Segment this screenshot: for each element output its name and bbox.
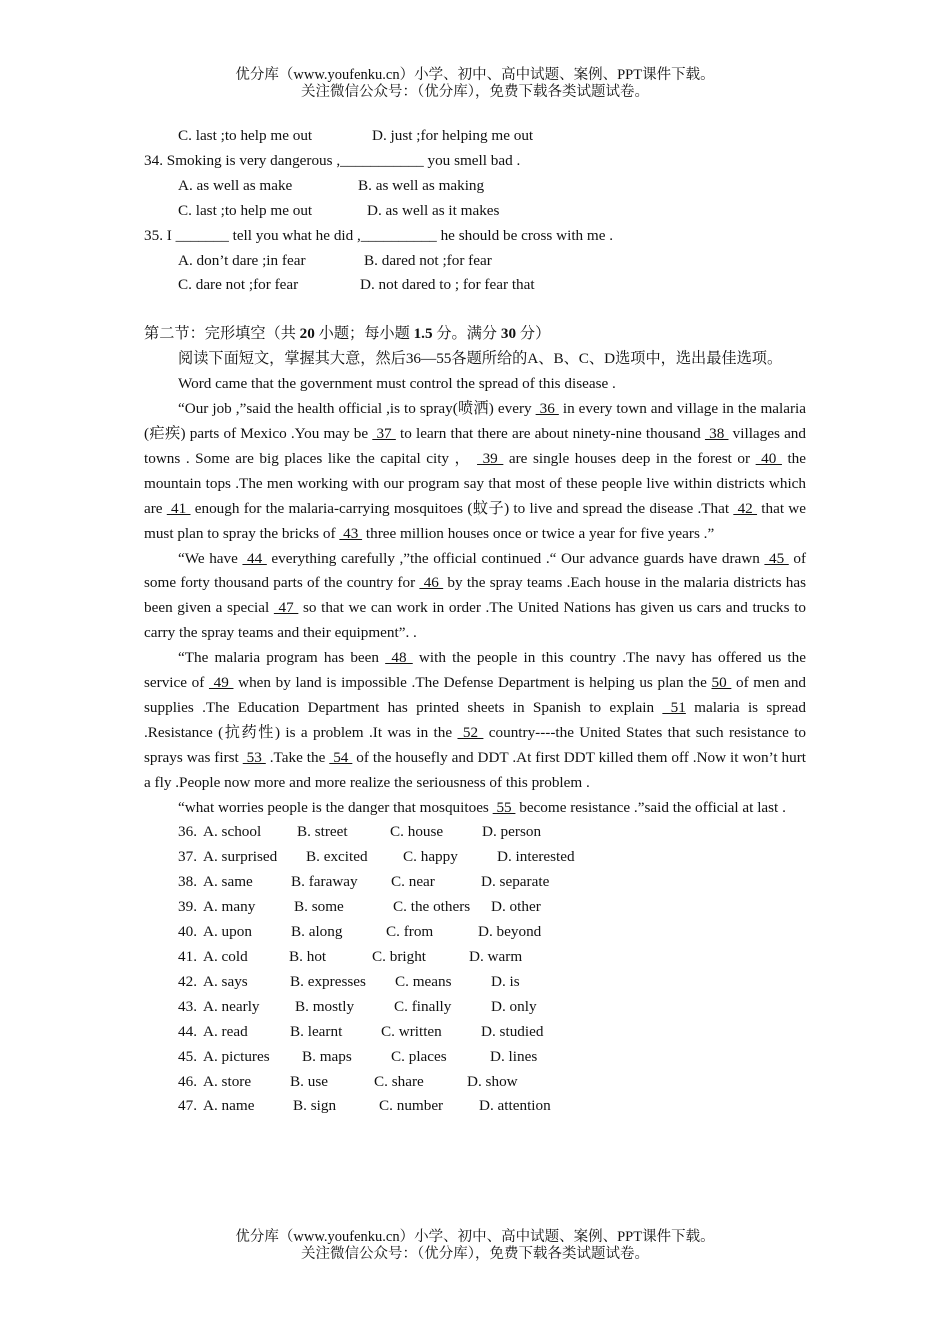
passage-text: three million houses once or twice a year for five years .” bbox=[362, 524, 715, 542]
header-line-1: 优分库（www.youfenku.cn）小学、初中、高中试题、案例、PPT课件下载。 bbox=[235, 67, 715, 83]
blank-number: 45 bbox=[764, 549, 789, 567]
choice-row bbox=[144, 845, 806, 870]
passage-text: of men and supplies .The Education Department has printed sheets in Spanish to explain bbox=[144, 674, 807, 716]
choice-option-c: C. happy bbox=[403, 848, 458, 866]
choice-list bbox=[144, 820, 806, 1119]
choice-option-b: B. maps bbox=[302, 1047, 352, 1065]
choice-option-d: D. attention bbox=[479, 1097, 551, 1115]
choice-number: 40. bbox=[178, 923, 197, 941]
choice-option-d: D. warm bbox=[469, 948, 523, 965]
passage-text: “The malaria program has been bbox=[178, 649, 386, 667]
choice-option-a: A. nearly bbox=[203, 997, 260, 1015]
choice-row bbox=[144, 1094, 806, 1119]
section-2-instruction: 阅读下面短文，掌握其大意，然后36—55各题所给的A、B、C、D选项中，选出最佳选项。 bbox=[178, 350, 783, 368]
passage-paragraph-5 bbox=[144, 796, 806, 821]
choice-option-b: B. excited bbox=[306, 848, 368, 866]
choice-option-a: A. many bbox=[203, 898, 256, 916]
choice-option-a: A. school bbox=[203, 823, 262, 841]
passage-text: when by land is impossible .The Defense Department is helping us plan the bbox=[233, 674, 712, 692]
q34-stem-b: you smell bad . bbox=[423, 151, 521, 169]
section-title-part: 分。满分 bbox=[432, 325, 501, 343]
passage-text: “We have bbox=[178, 549, 243, 567]
choice-option-a: A. upon bbox=[203, 923, 252, 941]
choice-option-b: B. hot bbox=[289, 948, 327, 965]
passage-text: so that we can work in order .The United Nations has given us cars and trucks to carry the spray teams and their equipment”. . bbox=[144, 599, 807, 642]
passage-text: by the spray teams .Each house in the malaria districts has been given a special bbox=[144, 574, 807, 617]
choice-number: 46. bbox=[178, 1072, 197, 1090]
section-title-total: 30 bbox=[500, 325, 517, 343]
section-title-points: 1.5 bbox=[413, 325, 433, 343]
passage-text: that we must plan to spray the bricks of bbox=[144, 499, 807, 542]
choice-option-a: A. surprised bbox=[203, 848, 278, 866]
choice-option-d: D. only bbox=[491, 997, 537, 1015]
passage-text: become resistance .”said the official at last . bbox=[515, 798, 786, 816]
q34-options-cd bbox=[144, 199, 806, 224]
blank-number: 40 bbox=[755, 449, 782, 467]
choice-option-d: D. show bbox=[467, 1072, 518, 1090]
q35-stem-c: he should be cross with me . bbox=[436, 226, 614, 244]
q34-blank: ___________ bbox=[340, 151, 424, 169]
blank-number: 47 bbox=[273, 599, 299, 617]
passage-text: are single houses deep in the forest or bbox=[503, 449, 756, 467]
choice-option-b: B. sign bbox=[293, 1097, 337, 1115]
choice-option-c: C. house bbox=[390, 823, 444, 841]
choice-row bbox=[144, 945, 806, 970]
choice-number: 47. bbox=[178, 1097, 197, 1115]
blank-number: 41 bbox=[166, 499, 191, 517]
blank-number: 37 bbox=[372, 424, 396, 442]
q34-option-c: C. last ;to help me out bbox=[178, 201, 313, 219]
blank-number: 44 bbox=[242, 549, 267, 567]
blank-number: 55 bbox=[492, 798, 516, 816]
q34-stem bbox=[144, 149, 806, 174]
page-footer bbox=[0, 1229, 950, 1263]
q35-options-cd bbox=[144, 273, 806, 298]
choice-option-d: D. other bbox=[491, 898, 541, 916]
blank-number: 38 bbox=[704, 424, 729, 442]
q35-option-b: B. dared not ;for fear bbox=[364, 251, 492, 269]
choice-option-a: A. says bbox=[203, 972, 248, 990]
blank-number: 46 bbox=[419, 574, 444, 592]
q34-stem-a: 34. Smoking is very dangerous , bbox=[144, 151, 341, 169]
q33-option-d: D. just ;for helping me out bbox=[372, 127, 534, 144]
choice-option-b: B. expresses bbox=[290, 972, 366, 990]
blank-number: 39 bbox=[477, 449, 504, 467]
section-title-count: 20 bbox=[299, 325, 315, 343]
choice-number: 41. bbox=[178, 948, 197, 965]
passage-text: malaria is spread .Resistance (抗药性) is a problem .It was in the bbox=[144, 698, 807, 741]
choice-number: 39. bbox=[178, 898, 197, 916]
q35-stem bbox=[144, 224, 806, 249]
q35-stem-b: tell you what he did , bbox=[228, 226, 361, 244]
passage-paragraph-4 bbox=[144, 646, 806, 795]
q35-blank-2: __________ bbox=[360, 226, 437, 244]
choice-option-b: B. faraway bbox=[291, 873, 358, 891]
q34-option-a: A. as well as make bbox=[178, 176, 293, 194]
blank-number: 43 bbox=[339, 524, 363, 542]
section-title-part: 小题；每小题 bbox=[314, 325, 414, 343]
choice-option-c: C. bright bbox=[372, 948, 427, 965]
passage-text: “what worries people is the danger that mosquitoes bbox=[178, 798, 493, 816]
passage-text: enough for the malaria-carrying mosquitoes (蚊子) to live and spread the disease .That bbox=[190, 499, 734, 517]
passage-paragraph-3 bbox=[144, 547, 806, 647]
choice-option-b: B. some bbox=[294, 898, 344, 916]
choice-option-c: C. written bbox=[381, 1022, 442, 1040]
blank-number: 42 bbox=[733, 499, 758, 517]
q35-option-d: D. not dared to ; for fear that bbox=[360, 276, 535, 294]
choice-option-d: D. studied bbox=[481, 1022, 544, 1040]
choice-row bbox=[144, 1070, 806, 1095]
choice-option-c: C. number bbox=[379, 1097, 444, 1115]
q35-blank-1: _______ bbox=[175, 226, 229, 244]
choice-row bbox=[144, 820, 806, 845]
choice-number: 42. bbox=[178, 972, 197, 990]
passage-text: with the people in this country .The navy has offered us the service of bbox=[144, 649, 806, 692]
passage-text: .Take the bbox=[265, 748, 330, 766]
choice-number: 44. bbox=[178, 1022, 197, 1040]
choice-option-a: A. name bbox=[203, 1097, 255, 1115]
section-2-title bbox=[144, 322, 806, 347]
passage-text: to learn that there are about ninety-nine thousand bbox=[395, 424, 705, 442]
document-body bbox=[144, 124, 806, 1119]
choice-option-d: D. separate bbox=[481, 873, 550, 891]
choice-number: 37. bbox=[178, 848, 197, 866]
blank-number: 51 bbox=[662, 698, 686, 716]
passage-text: villages and towns . Some are big places like the capital city ， bbox=[144, 424, 806, 467]
footer-line-2: 关注微信公众号：（优分库），免费下载各类试题试卷。 bbox=[301, 1246, 649, 1262]
blank-number: 53 bbox=[242, 748, 266, 766]
blank-number: 36 bbox=[535, 400, 559, 418]
choice-number: 36. bbox=[178, 823, 197, 841]
blank-number: 48 bbox=[385, 649, 413, 667]
passage-text: “Our job ,”said the health official ,is to spray(喷洒) every bbox=[178, 400, 536, 418]
blank-number: 49 bbox=[208, 674, 234, 692]
passage-paragraph-2 bbox=[144, 397, 806, 546]
q35-options-ab bbox=[144, 249, 806, 274]
section-title-part: 分） bbox=[516, 325, 551, 343]
passage-text: of some forty thousand parts of the country for bbox=[144, 549, 807, 592]
q35-option-c: C. dare not ;for fear bbox=[178, 276, 299, 294]
q34-option-b: B. as well as making bbox=[358, 176, 485, 194]
choice-number: 43. bbox=[178, 997, 197, 1015]
choice-row bbox=[144, 870, 806, 895]
choice-option-b: B. along bbox=[291, 923, 343, 941]
choice-option-c: C. share bbox=[374, 1072, 424, 1090]
header-line-2: 关注微信公众号：（优分库），免费下载各类试题试卷。 bbox=[301, 84, 649, 100]
choice-option-d: D. lines bbox=[490, 1047, 538, 1065]
passage-text: country----the United States that such resistance to sprays was first bbox=[144, 723, 807, 766]
blank-number: 52 bbox=[457, 723, 484, 741]
blank-number: 54 bbox=[329, 748, 353, 766]
choice-option-a: A. same bbox=[203, 873, 253, 891]
passage-paragraph-1: Word came that the government must control the spread of this disease . bbox=[178, 375, 616, 393]
q34-option-d: D. as well as it makes bbox=[367, 201, 500, 219]
choice-row bbox=[144, 920, 806, 945]
passage-text: the mountain tops .The men working with our program say that most of these people live within districts which are bbox=[144, 449, 807, 517]
q34-options-ab bbox=[144, 174, 806, 199]
passage-text: of the housefly and DDT .At first DDT killed them off .Now it won’t hurt a fly .People now more and more realize the seriousness of this problem . bbox=[144, 748, 807, 791]
choice-option-a: A. cold bbox=[203, 948, 248, 965]
choice-row bbox=[144, 970, 806, 995]
choice-option-c: C. near bbox=[391, 873, 435, 891]
choice-row bbox=[144, 1020, 806, 1045]
choice-row bbox=[144, 895, 806, 920]
choice-number: 45. bbox=[178, 1047, 197, 1065]
page-header bbox=[0, 67, 950, 101]
blank-number: 50 bbox=[711, 674, 732, 692]
choice-row bbox=[144, 995, 806, 1020]
choice-option-b: B. learnt bbox=[290, 1022, 343, 1040]
choice-option-a: A. store bbox=[203, 1072, 252, 1090]
choice-option-c: C. means bbox=[395, 972, 452, 990]
choice-option-a: A. read bbox=[203, 1022, 248, 1040]
choice-option-d: D. person bbox=[482, 823, 542, 841]
choice-option-b: B. use bbox=[290, 1072, 328, 1090]
q33-option-c: C. last ;to help me out bbox=[178, 127, 313, 144]
choice-option-b: B. street bbox=[297, 823, 348, 841]
choice-option-c: C. places bbox=[391, 1047, 447, 1065]
choice-option-b: B. mostly bbox=[295, 997, 355, 1015]
passage-text: in every town and village in the malaria (疟疾) parts of Mexico .You may be bbox=[144, 400, 807, 442]
footer-line-1: 优分库（www.youfenku.cn）小学、初中、高中试题、案例、PPT课件下载。 bbox=[235, 1229, 715, 1245]
q35-option-a: A. don’t dare ;in fear bbox=[178, 251, 306, 269]
choice-row bbox=[144, 1045, 806, 1070]
choice-option-d: D. is bbox=[491, 972, 520, 990]
choice-option-c: C. the others bbox=[393, 898, 471, 916]
q33-options-cd bbox=[144, 124, 806, 149]
choice-option-a: A. pictures bbox=[203, 1047, 270, 1065]
passage-text: everything carefully ,”the official continued .“ Our advance guards have drawn bbox=[266, 549, 765, 567]
choice-number: 38. bbox=[178, 873, 197, 891]
choice-option-d: D. beyond bbox=[478, 923, 542, 941]
choice-option-d: D. interested bbox=[497, 848, 575, 866]
choice-option-c: C. from bbox=[386, 923, 434, 941]
section-title-part: 第二节：完形填空（共 bbox=[144, 325, 300, 343]
choice-option-c: C. finally bbox=[394, 997, 452, 1015]
q35-stem-a: 35. I bbox=[144, 226, 176, 244]
